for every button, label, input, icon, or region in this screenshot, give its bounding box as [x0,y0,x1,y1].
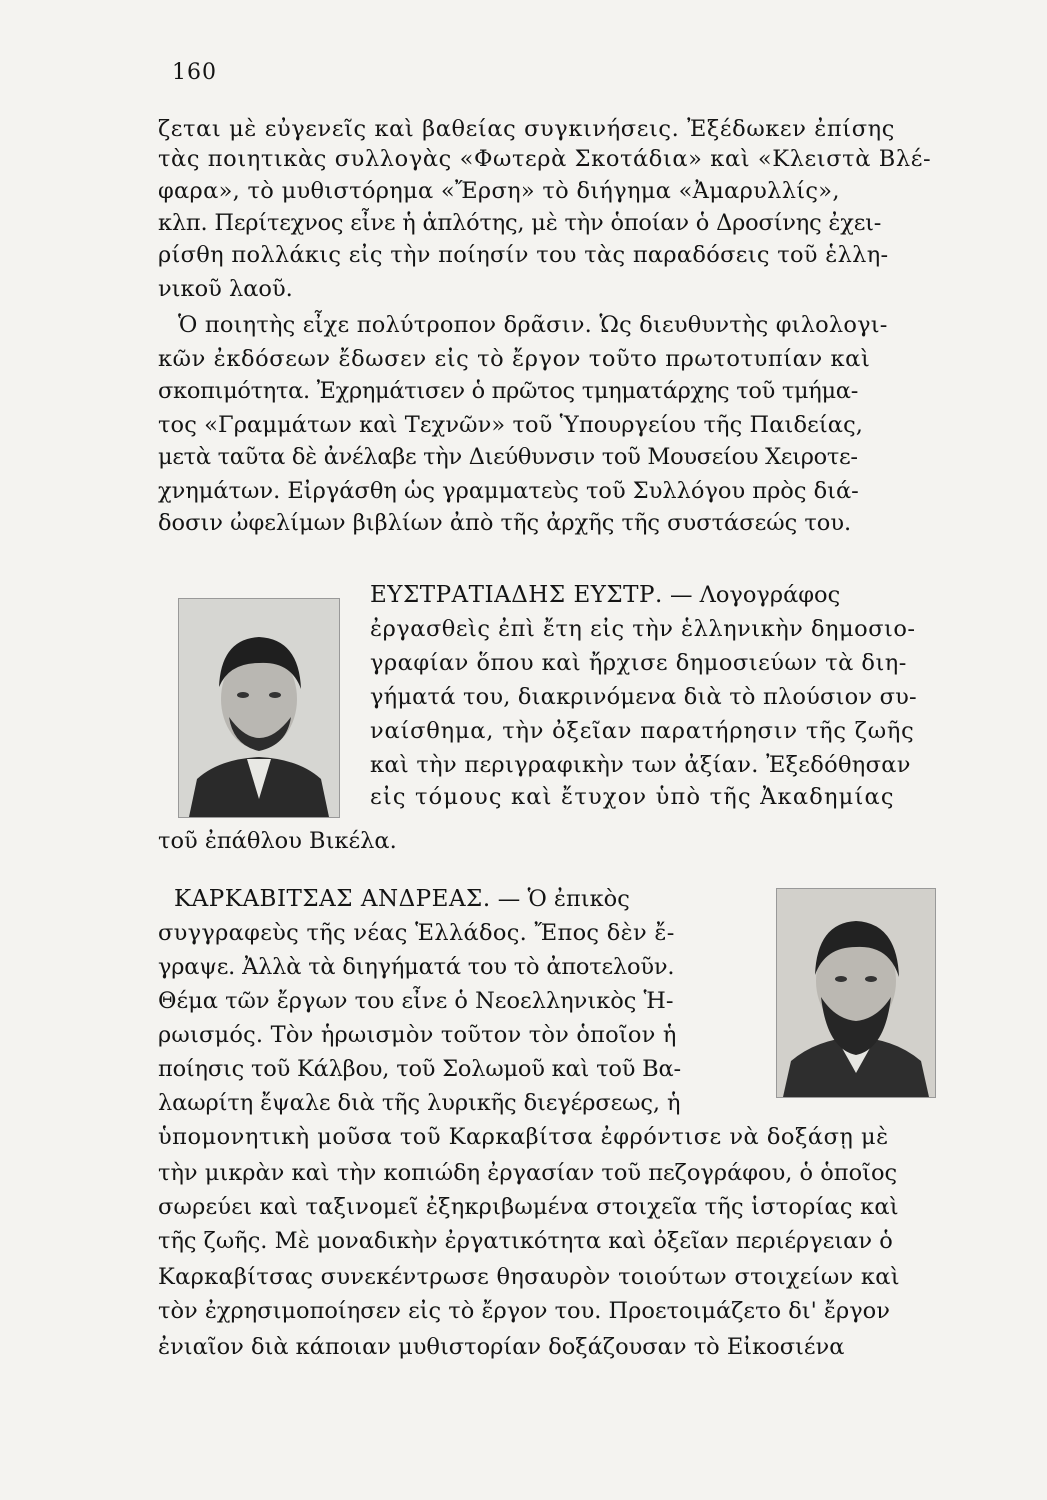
text-line: σωρεύει καὶ ταξινομεῖ ἐξηκριβωμένα στοιχεῖα τῆς ἱστορίας καὶ [158,1194,899,1220]
text-line: τοῦ ἐπάθλου Βικέλα. [158,828,397,854]
text-line: κλπ. Περίτεχνος εἶνε ἡ ἁπλότης, μὲ τὴν ὁποίαν ὁ Δροσίνης ἐχει- [158,210,882,236]
entry-heading: ΕΥΣΤΡΑΤΙΑΔΗΣ ΕΥΣΤΡ. [370,582,663,608]
text-line: ζεται μὲ εὐγενεῖς καὶ βαθείας συγκινήσεις. Ἐξέδωκεν ἐπίσης [158,116,895,142]
text-line: τὸν ἐχρησιμοποίησεν εἰς τὸ ἔργον του. Προετοιμάζετο δι' ἔργον [158,1298,890,1324]
text-line: γήματά του, διακρινόμενα διὰ τὸ πλούσιον συ- [370,684,917,710]
text-line: Θέμα τῶν ἔργων του εἶνε ὁ Νεοελληνικὸς Ἡ- [158,988,674,1014]
text-line: δοσιν ὠφελίμων βιβλίων ἀπὸ τῆς ἀρχῆς τῆς συστάσεώς του. [158,510,852,536]
text-line: ἐνιαῖον διὰ κάποιαν μυθιστορίαν δοξάζουσαν τὸ Εἰκοσιένα [158,1334,845,1360]
text-line: τὰς ποιητικὰς συλλογὰς «Φωτερὰ Σκοτάδια» καὶ «Κλειστὰ Βλέ- [158,146,932,172]
portrait-eustratiadis [178,598,340,818]
text-line: γραψε. Ἀλλὰ τὰ διηγήματά του τὸ ἀποτελοῦν. [158,954,675,980]
entry-first-line [370,580,980,610]
text-line: συγγραφεὺς τῆς νέας Ἑλλάδος. Ἔπος δὲν ἔ- [158,920,675,946]
text-line: ναίσθημα, τὴν ὀξεῖαν παρατήρησιν τῆς ζωῆς [370,718,915,744]
text-line: ρωισμός. Τὸν ἡρωισμὸν τοῦτον τὸν ὁποῖον ἡ [158,1022,677,1048]
text-line: σκοπιμότητα. Ἐχρημάτισεν ὁ πρῶτος τμηματάρχης τοῦ τμήμα- [158,378,858,404]
text-line: καὶ τὴν περιγραφικὴν των ἀξίαν. Ἐξεδόθησαν [370,752,911,778]
text-line: γραφίαν ὅπου καὶ ἤρχισε δημοσιεύων τὰ διη- [370,650,907,676]
portrait-karkavitsas [776,888,936,1098]
text-line: ποίησις τοῦ Κάλβου, τοῦ Σολωμοῦ καὶ τοῦ Βα- [158,1056,681,1082]
text-line: Ὁ ποιητὴς εἶχε πολύτροπον δρᾶσιν. Ὡς διευθυντὴς φιλολογι- [178,312,888,338]
text-line: ὑπομονητικὴ μοῦσα τοῦ Καρκαβίτσα ἐφρόντισε νὰ δοξάσῃ μὲ [158,1124,889,1150]
text-line: νικοῦ λαοῦ. [158,276,293,302]
text-line: ρίσθη πολλάκις εἰς τὴν ποίησίν του τὰς παραδόσεις τοῦ ἑλλη- [158,242,889,268]
text-line: μετὰ ταῦτα δὲ ἀνέλαβε τὴν Διεύθυνσιν τοῦ Μουσείου Χειροτε- [158,444,858,470]
text-line: τῆς ζωῆς. Μὲ μοναδικὴν ἐργατικότητα καὶ ὀξεῖαν περιέργειαν ὁ [158,1228,893,1254]
text-line: εἰς τόμους καὶ ἔτυχον ὑπὸ τῆς Ἀκαδημίας [370,784,895,810]
text-line: χνημάτων. Εἰργάσθη ὡς γραμματεὺς τοῦ Συλλόγου πρὸς διά- [158,478,859,504]
page-number: 160 [172,60,217,85]
entry-heading-rest: — Λογογράφος [669,582,841,608]
text-line: ἐργασθεὶς ἐπὶ ἔτη εἰς τὴν ἑλληνικὴν δημοσιο- [370,616,916,642]
entry-first-line [174,884,754,914]
entry-heading-rest: — Ὁ ἐπικὸς [497,886,630,912]
text-line: τὴν μικρὰν καὶ τὴν κοπιώδη ἐργασίαν τοῦ πεζογράφου, ὁ ὁποῖος [158,1160,898,1186]
text-line: κῶν ἐκδόσεων ἔδωσεν εἰς τὸ ἔργον τοῦτο πρωτοτυπίαν καὶ [158,346,871,372]
text-line: λαωρίτη ἔψαλε διὰ τῆς λυρικῆς διεγέρσεως, ἡ [158,1090,681,1116]
entry-heading: ΚΑΡΚΑΒΙΤΣΑΣ ΑΝΔΡΕΑΣ. [174,886,491,912]
text-line: Καρκαβίτσας συνεκέντρωσε θησαυρὸν τοιούτων στοιχείων καὶ [158,1264,900,1290]
text-line: τος «Γραμμάτων καὶ Τεχνῶν» τοῦ Ὑπουργείου τῆς Παιδείας, [158,412,864,438]
text-line: φαρα», τὸ μυθιστόρημα «Ἔρση» τὸ διήγημα «Ἀμαρυλλίς», [158,178,840,204]
